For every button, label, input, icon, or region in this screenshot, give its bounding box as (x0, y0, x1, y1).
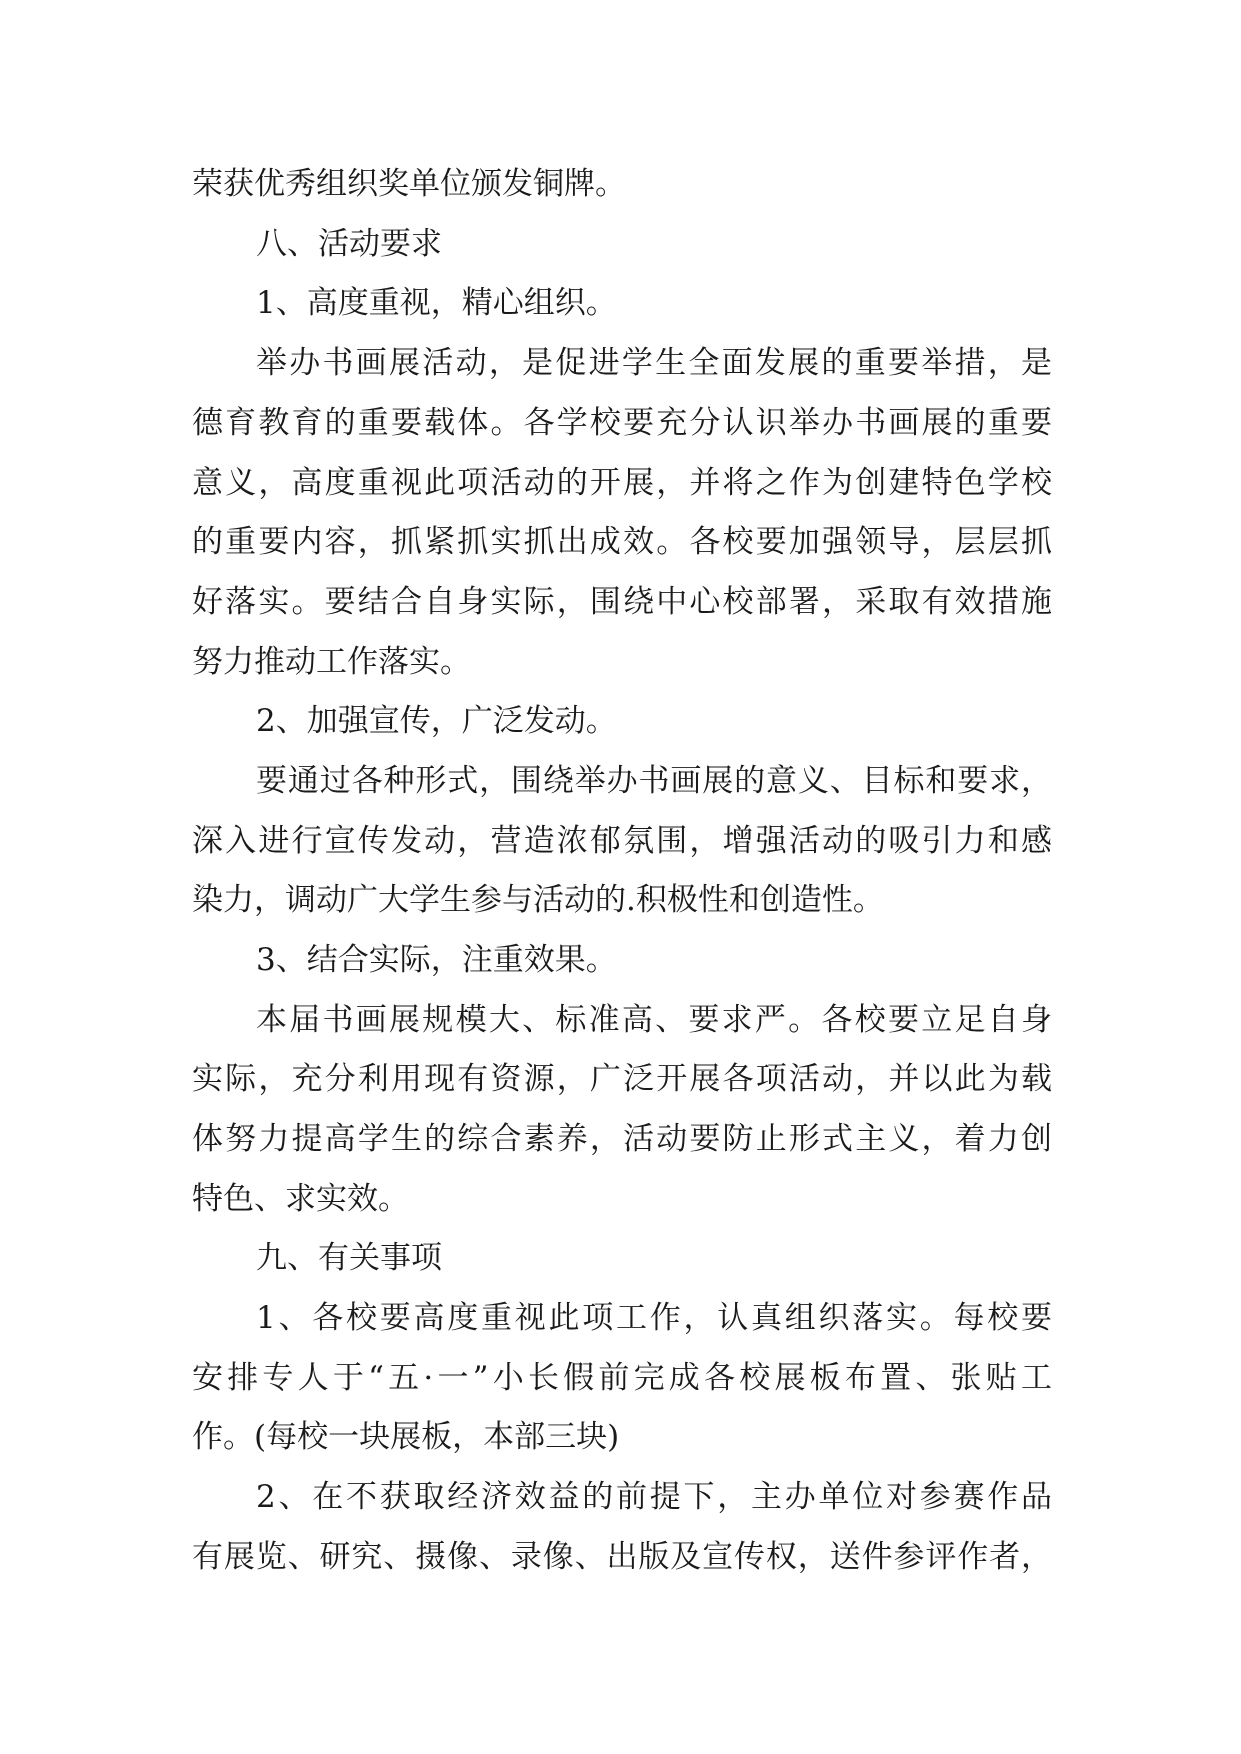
body-line: 德育教育的重要载体。各学校要充分认识举办书画展的重要 (192, 405, 1052, 441)
body-line: 作。(每校一块展板，本部三块) (192, 1419, 620, 1455)
body-line: 特色、求实效。 (192, 1181, 409, 1217)
body-line: 染力，调动广大学生参与活动的.积极性和创造性。 (192, 882, 884, 918)
body-line: 有展览、研究、摄像、录像、出版及宣传权，送件参评作者， (192, 1539, 1052, 1575)
body-line: 好落实。要结合自身实际，围绕中心校部署，采取有效措施 (192, 584, 1052, 620)
subsection-heading: 2、加强宣传，广泛发动。 (256, 703, 617, 739)
body-line: 努力推动工作落实。 (192, 644, 471, 680)
body-line: 本届书画展规模大、标准高、要求严。各校要立足自身 (256, 1002, 1052, 1038)
body-line: 举办书画展活动，是促进学生全面发展的重要举措，是 (256, 345, 1052, 381)
body-line: 安排专人于“五·一”小长假前完成各校展板布置、张贴工 (192, 1360, 1052, 1396)
section-heading: 八、活动要求 (256, 226, 442, 262)
body-line: 的重要内容，抓紧抓实抓出成效。各校要加强领导，层层抓 (192, 524, 1052, 560)
body-line: 体努力提高学生的综合素养，活动要防止形式主义，着力创 (192, 1121, 1052, 1157)
body-line: 2、在不获取经济效益的前提下，主办单位对参赛作品 (256, 1479, 1052, 1515)
subsection-heading: 3、结合实际，注重效果。 (256, 942, 617, 978)
body-line: 1、各校要高度重视此项工作，认真组织落实。每校要 (256, 1300, 1052, 1336)
body-line: 深入进行宣传发动，营造浓郁氛围，增强活动的吸引力和感 (192, 823, 1052, 859)
body-line: 要通过各种形式，围绕举办书画展的意义、目标和要求， (256, 763, 1052, 799)
subsection-heading: 1、高度重视，精心组织。 (256, 285, 617, 321)
body-line: 意义，高度重视此项活动的开展，并将之作为创建特色学校 (192, 465, 1052, 501)
body-line: 实际，充分利用现有资源，广泛开展各项活动，并以此为载 (192, 1061, 1052, 1097)
section-heading: 九、有关事项 (256, 1240, 442, 1276)
body-line: 荣获优秀组织奖单位颁发铜牌。 (192, 166, 626, 202)
